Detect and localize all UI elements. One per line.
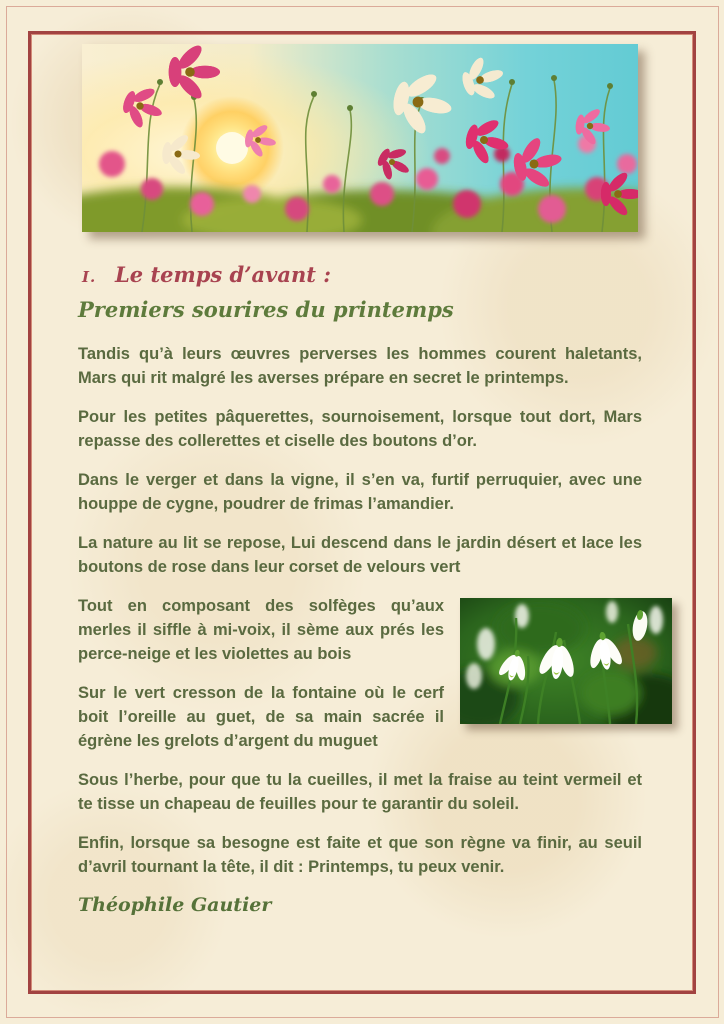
snowdrops-photo — [460, 598, 672, 724]
poem-title: Premiers sourires du printemps — [78, 297, 454, 322]
section-heading — [82, 262, 642, 287]
header-flower-photo — [82, 44, 638, 232]
poem-paragraph: Sur le vert cresson de la fontaine où le cerf boit l’oreille au guet, de sa main sacrée il égrène les grelots d’argent du muguet — [78, 684, 444, 750]
poem-body — [78, 342, 642, 879]
poem-paragraph: Sous l’herbe, pour que tu la cueilles, il met la fraise au teint vermeil et te tisse un chapeau de feuilles pour te garantir du soleil. — [78, 771, 642, 813]
page-title: Le temps d’avant : — [115, 262, 331, 287]
poem-paragraph: La nature au lit se repose, Lui descend dans le jardin désert et lace les boutons de rose dans leur corset de velours vert — [78, 534, 642, 576]
page-content — [78, 44, 642, 916]
poem-paragraph: Dans le verger et dans la vigne, il s’en va, furtif perruquier, avec une houppe de cygne, poudrer de frimas l’amandier. — [78, 471, 642, 513]
author-signature: Théophile Gautier — [78, 894, 272, 916]
poem-paragraph: Pour les petites pâquerettes, sournoisement, lorsque tout dort, Mars repasse des collerettes et ciselle des boutons d’or. — [78, 408, 642, 450]
poem-paragraph: Tout en composant des solfèges qu’aux merles il siffle à mi-voix, il sème aux prés les perce-neige et les violettes au bois — [78, 597, 444, 663]
poem-paragraph: Tandis qu’à leurs œuvres perverses les hommes courent haletants, Mars qui rit malgré les averses prépare en secret le printemps. — [78, 345, 642, 387]
heading-numeral: I. — [82, 268, 97, 286]
poem-paragraph: Enfin, lorsque sa besogne est faite et que son règne va finir, au seuil d’avril tournant la tête, il dit : Printemps, tu peux venir. — [78, 834, 642, 876]
